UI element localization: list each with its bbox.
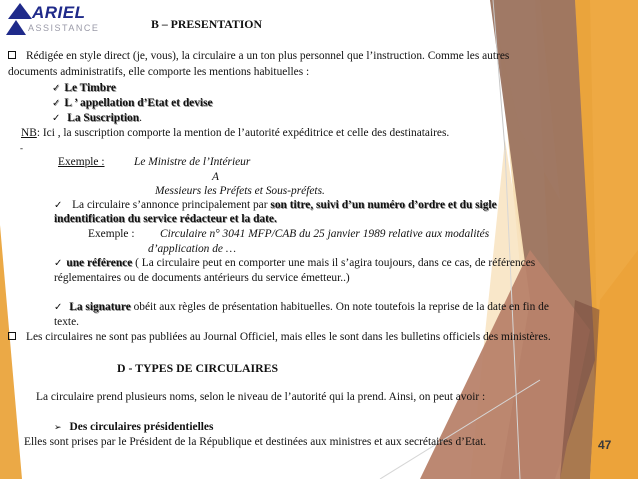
logo-text-assistance: ASSISTANCE xyxy=(28,23,100,33)
text: Des circulaires présidentielles xyxy=(69,421,214,433)
paragraph-style-line1 xyxy=(8,50,509,63)
example1-line3: Messieurs les Préfets et Sous-préfets. xyxy=(155,185,325,197)
text: obéit aux règles de présentation habituelles. On note toutefois la reprise de la date en fin de xyxy=(130,301,549,313)
text: L ’ appellation d’Etat et devise xyxy=(64,97,213,109)
text: une référence xyxy=(66,257,133,269)
nb-text: : Ici , la suscription comporte la mention de l’autorité expéditrice et celle des destinataires. xyxy=(36,127,450,139)
text: Rédigée en style direct (je, vous), la circulaire a un ton plus personnel que l’instruction. Comme les autres xyxy=(26,50,510,62)
example2-label: Exemple : xyxy=(88,228,135,240)
reference-line2: réglementaires ou de documents antérieurs du service émetteur..) xyxy=(54,272,350,284)
checkmark-icon: ✓ xyxy=(52,83,61,94)
checkmark-icon: ✓ xyxy=(54,200,63,211)
checkmark-icon: ✓ xyxy=(52,113,61,124)
mention-timbre xyxy=(52,82,116,95)
text: Exemple xyxy=(58,156,99,168)
example1-label xyxy=(58,156,105,169)
text: La signature xyxy=(69,301,131,313)
example1-line2: A xyxy=(212,171,219,183)
nb-label: NB xyxy=(21,127,37,139)
journal-officiel-note xyxy=(8,331,551,344)
checkbox-icon xyxy=(8,51,16,59)
example2-line1: Circulaire n° 3041 MFP/CAB du 25 janvier 1989 relative aux modalités xyxy=(160,228,490,240)
example2-line2: d’application de … xyxy=(148,243,236,255)
checkmark-icon: ✓ xyxy=(54,258,63,269)
sub-heading-presidentielles xyxy=(54,421,213,435)
mention-appellation xyxy=(52,97,213,110)
text: La Suscription xyxy=(67,112,140,124)
sub-text-presidentielles: Elles sont prises par le Président de la République et destinées aux ministres et aux secrétaires d’Etat. xyxy=(24,436,487,448)
logo-text-ariel: ARIEL xyxy=(32,3,86,22)
arrow-bullet-icon: ➢ xyxy=(54,423,62,433)
section-b-heading: B – PRESENTATION xyxy=(151,17,262,31)
text: Le Timbre xyxy=(64,82,116,94)
reference-line1 xyxy=(54,257,535,270)
nb-note xyxy=(21,127,449,140)
page-number: 47 xyxy=(598,438,612,452)
text: La circulaire s’annonce principalement par xyxy=(72,199,271,211)
text: : xyxy=(98,156,105,168)
text: Les circulaires ne sont pas publiées au Journal Officiel, mais elles le sont dans les bulletins officiels des ministères. xyxy=(26,331,551,343)
text: . xyxy=(139,112,142,124)
section-d-intro: La circulaire prend plusieurs noms, selon le niveau de l’autorité qui la prend. Ainsi, on peut avoir : xyxy=(36,391,486,403)
signature-line2: texte. xyxy=(54,316,79,328)
text: ( La circulaire peut en comporter une mais il s’agira toujours, dans ce cas, de références xyxy=(132,257,536,269)
example1-line1: Le Ministre de l’Intérieur xyxy=(134,156,251,168)
signature-line1 xyxy=(54,301,549,314)
mention-suscription xyxy=(52,112,142,125)
dash: - xyxy=(20,143,23,153)
ariel-assistance-logo xyxy=(6,2,100,36)
text: son titre, suivi d’un numéro d’ordre et du sigle xyxy=(270,199,497,211)
checkmark-icon: ✓ xyxy=(54,302,63,313)
section-d-heading: D - TYPES DE CIRCULAIRES xyxy=(117,361,279,375)
checkmark-icon: ✓ xyxy=(52,98,61,109)
paragraph-style-line2: documents administratifs, elle comporte les mentions habituelles : xyxy=(8,66,310,78)
titre-line2: indentification du service rédacteur et la date. xyxy=(54,213,277,225)
checkbox-icon xyxy=(8,332,16,340)
titre-line1 xyxy=(54,199,497,212)
